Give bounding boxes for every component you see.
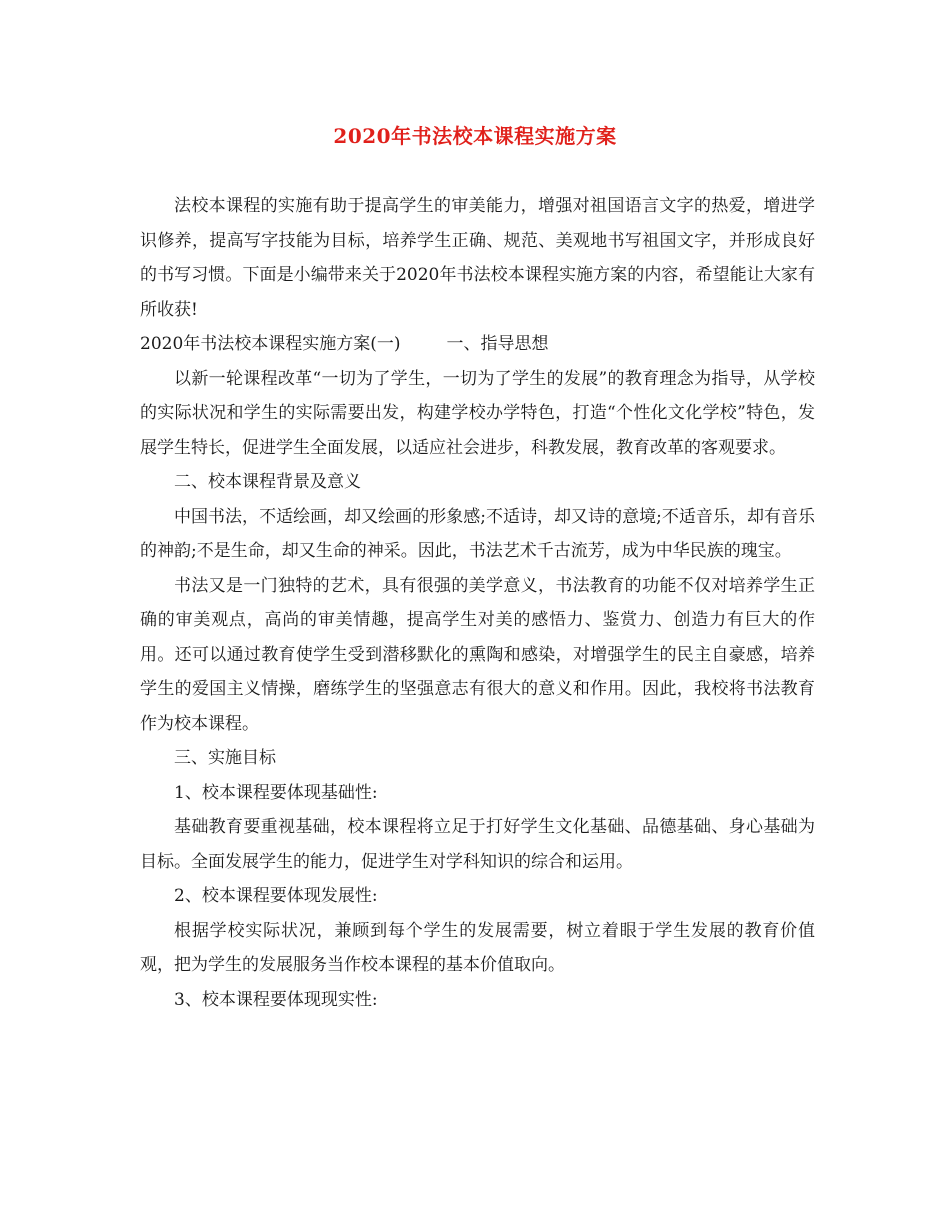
- section2-heading: 二、校本课程背景及意义: [174, 472, 361, 492]
- section1-heading: 一、指导思想: [446, 334, 549, 354]
- goal2-paragraph: 根据学校实际状况，兼顾到每个学生的发展需要，树立着眼于学生发展的教育价值观，把为学生的发展服务当作校本课程的基本价值取向。: [140, 920, 815, 975]
- section1-paragraph: 以新一轮课程改革“一切为了学生，一切为了学生的发展”的教育理念为指导，从学校的实际状况和学生的实际需要出发，构建学校办学特色，打造“个性化文化学校”特色，发展学生特长，促进学生全面发展，以适应社会进步，科教发展，教育改革的客观要求。: [140, 368, 815, 458]
- part1-title: 2020年书法校本课程实施方案(一): [140, 334, 401, 354]
- section3-heading: 三、实施目标: [174, 748, 276, 768]
- intro-paragraph: 法校本课程的实施有助于提高学生的审美能力，增强对祖国语言文字的热爱，增进学识修养，提高写字技能为目标，培养学生正确、规范、美观地书写祖国文字，并形成良好的书写习惯。下面是小编带来关于2020年书法校本课程实施方案的内容，希望能让大家有所收获!: [140, 196, 815, 320]
- goal1-heading: 1、校本课程要体现基础性:: [174, 782, 378, 803]
- goal3-heading: 3、校本课程要体现现实性:: [174, 989, 378, 1010]
- goal2-heading: 2、校本课程要体现发展性:: [174, 886, 378, 906]
- document-title: 2020年书法校本课程实施方案: [333, 124, 617, 148]
- part1-headline: [140, 327, 815, 362]
- goal1-paragraph: 基础教育要重视基础，校本课程将立足于打好学生文化基础、品德基础、身心基础为目标。全面发展学生的能力，促进学生对学科知识的综合和运用。: [140, 817, 815, 872]
- section2-paragraph-2: 书法又是一门独特的艺术，具有很强的美学意义，书法教育的功能不仅对培养学生正确的审美观点，高尚的审美情趣，提高学生对美的感悟力、鉴赏力、创造力有巨大的作用。还可以通过教育使学生受到潜移默化的熏陶和感染，对增强学生的民主自豪感，培养学生的爱国主义情操，磨练学生的坚强意志有很大的意义和作用。因此，我校将书法教育作为校本课程。: [140, 575, 815, 734]
- document-body: [140, 189, 815, 1017]
- section2-paragraph-1: 中国书法，不适绘画，却又绘画的形象感;不适诗，却又诗的意境;不适音乐，却有音乐的神韵;不是生命，却又生命的神采。因此，书法艺术千古流芳，成为中华民族的瑰宝。: [140, 506, 815, 561]
